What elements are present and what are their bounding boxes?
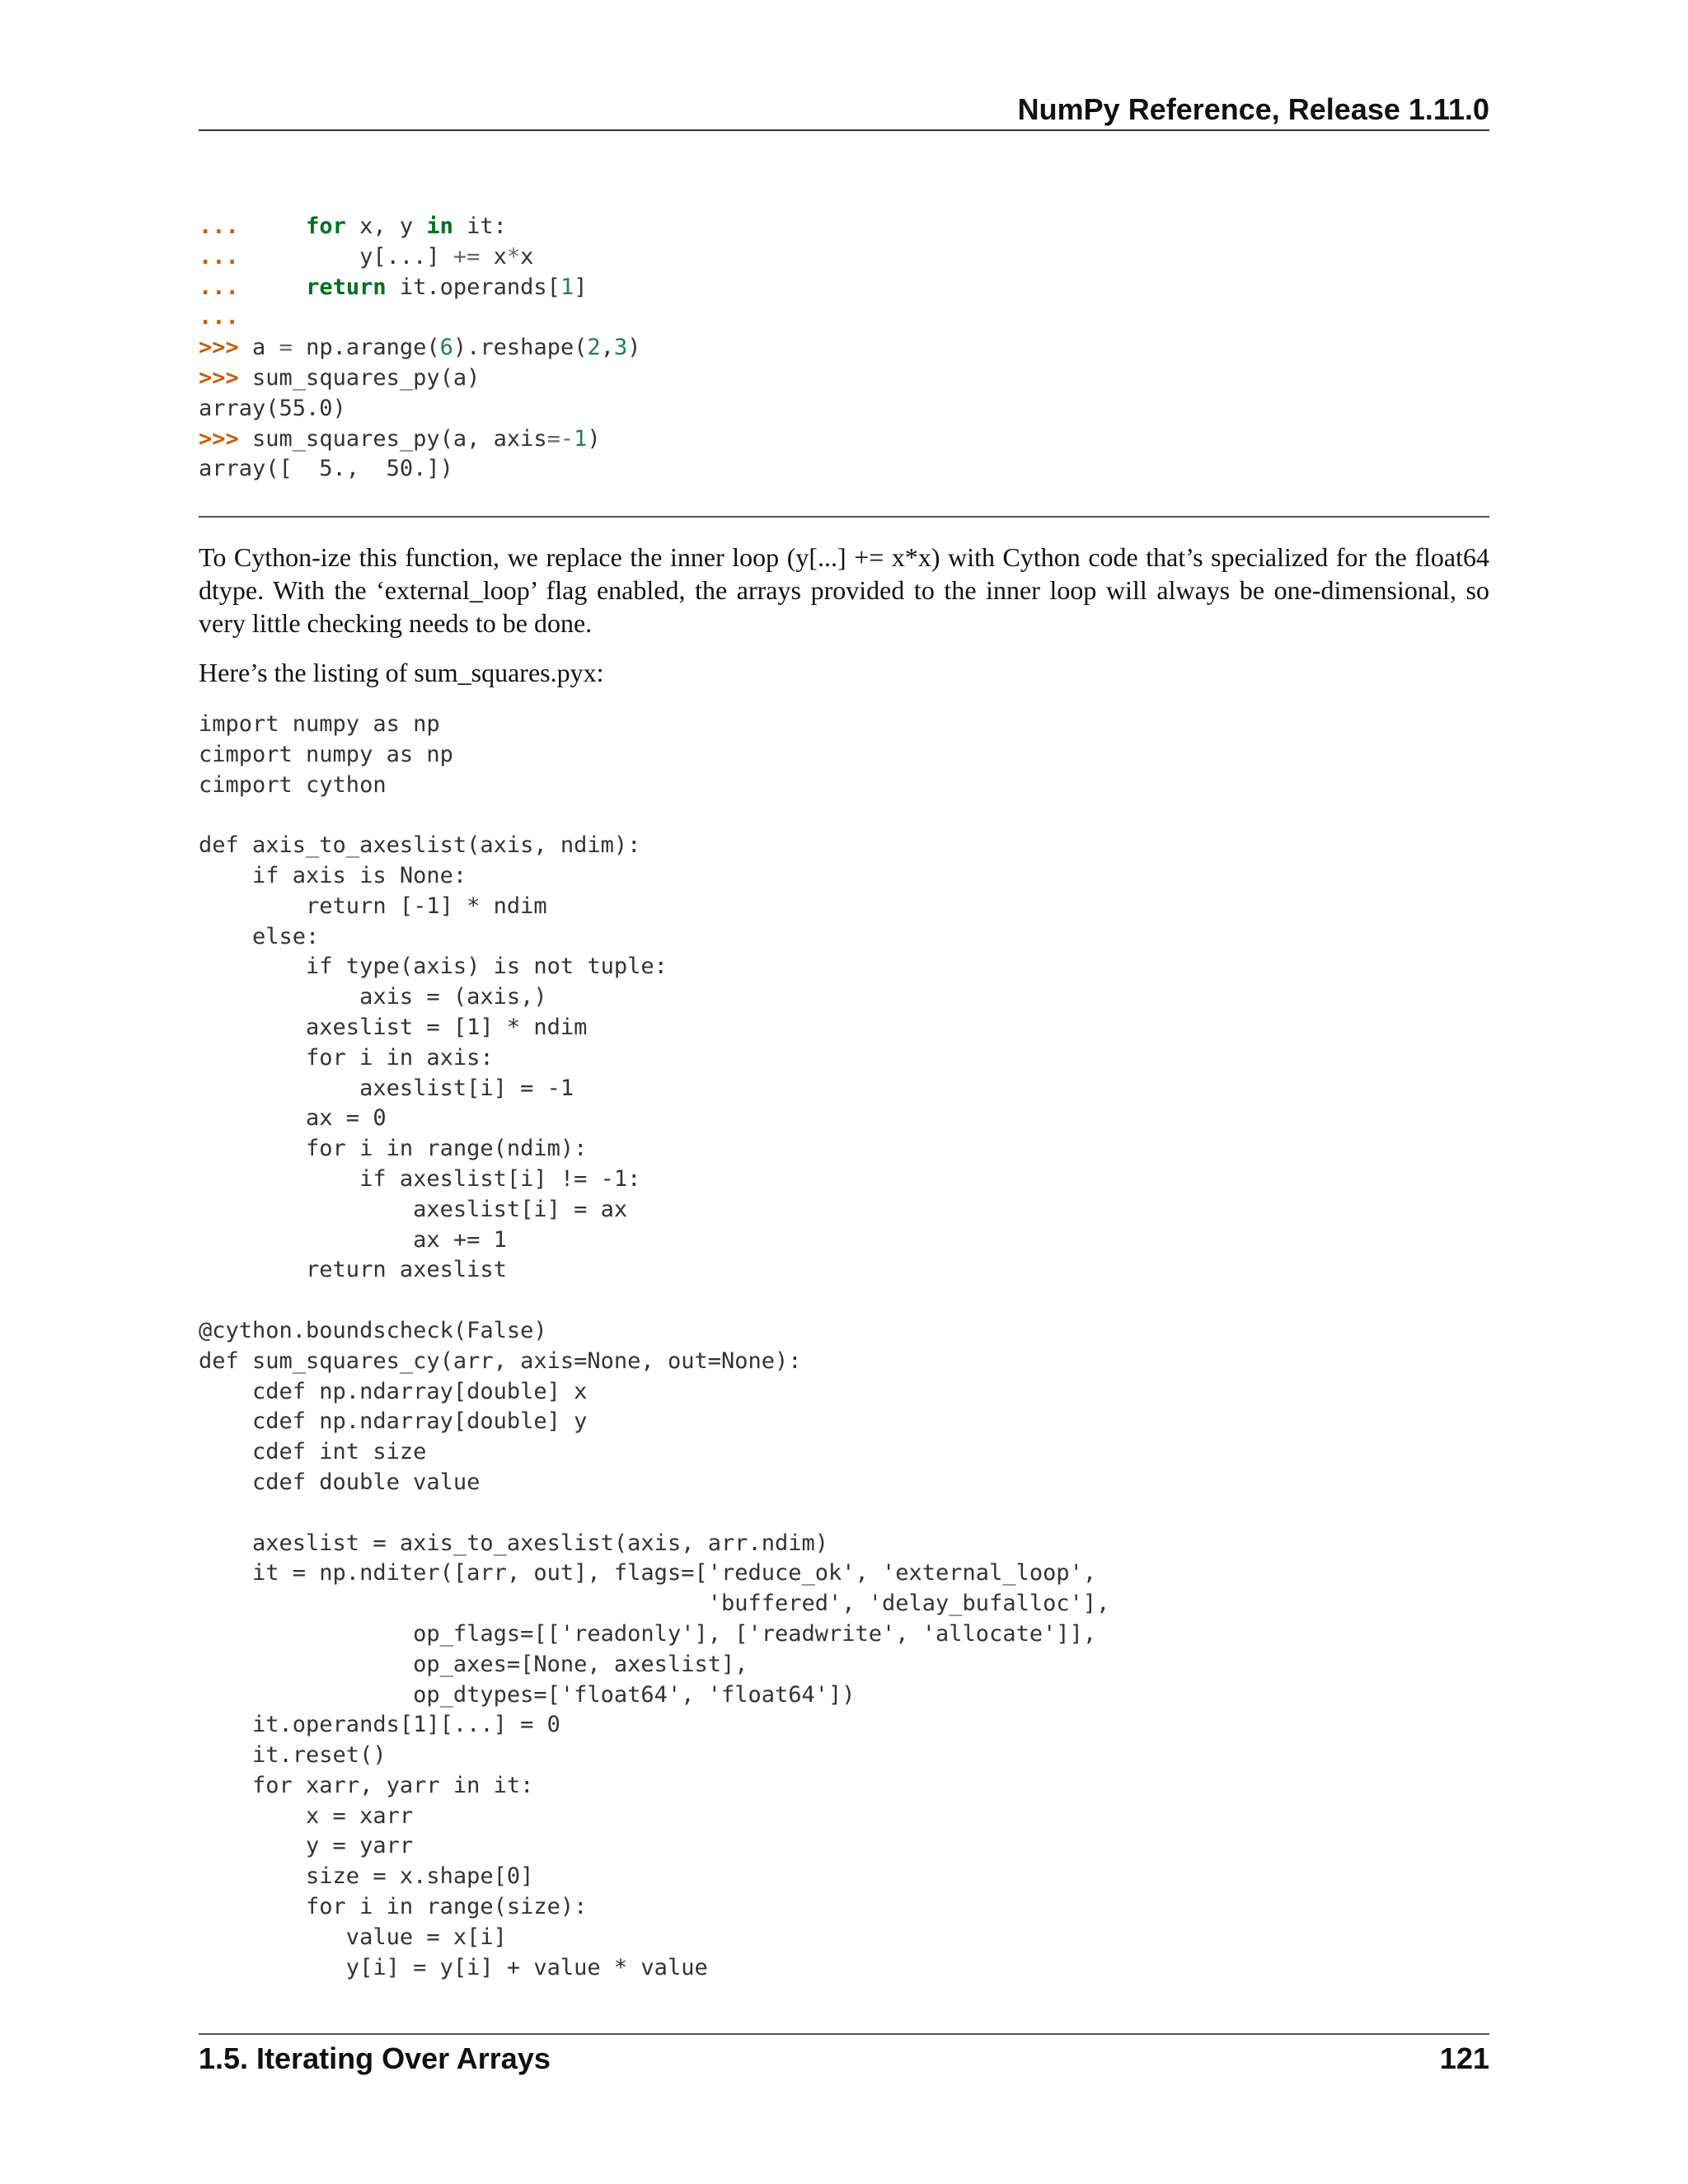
code-line xyxy=(199,800,1109,831)
header-rule xyxy=(199,129,1489,131)
code-line: >>> a = np.arange(6).reshape(2,3) xyxy=(199,335,641,361)
code-line: for i in range(ndim): xyxy=(199,1136,588,1162)
code-line: axeslist[i] = ax xyxy=(199,1196,628,1222)
code-line: for xarr, yarr in it: xyxy=(199,1772,534,1798)
code-line: ... for x, y in it: xyxy=(199,213,507,239)
code-line: axeslist = [1] * ndim xyxy=(199,1014,588,1040)
code-line: ... xyxy=(199,304,239,330)
section-divider xyxy=(199,516,1489,518)
code-line: if type(axis) is not tuple: xyxy=(199,954,668,980)
code-output-line: array(55.0) xyxy=(199,395,346,421)
code-line: else: xyxy=(199,923,320,949)
code-line: for i in axis: xyxy=(199,1044,494,1071)
code-line: op_dtypes=['float64', 'float64']) xyxy=(199,1681,856,1708)
code-line: value = x[i] xyxy=(199,1924,507,1950)
code-line: if axeslist[i] != -1: xyxy=(199,1165,641,1192)
footer-page-number: 121 xyxy=(1439,2041,1489,2075)
code-line: @cython.boundscheck(False) xyxy=(199,1317,547,1343)
code-line: cimport cython xyxy=(199,771,387,798)
code-line: op_flags=[['readonly'], ['readwrite', 'allocate']], xyxy=(199,1620,1097,1647)
code-line: ax = 0 xyxy=(199,1105,387,1132)
code-line: it.operands[1][...] = 0 xyxy=(199,1712,560,1738)
intro-paragraph: To Cython-ize this function, we replace the inner loop (y[...] += x*x) with Cython code that’s specialized for the float64 dtype. With the ‘external_loop’ flag enabled, the arrays provided to the inner loop will always be one-dimensional, so very little checking needs to be done. xyxy=(199,542,1489,638)
code-line: cimport numpy as np xyxy=(199,741,453,767)
code-line: return axeslist xyxy=(199,1257,507,1283)
code-line: axis = (axis,) xyxy=(199,984,547,1010)
code-line: x = xarr xyxy=(199,1802,414,1829)
document-page xyxy=(199,0,1489,2184)
running-header-title: NumPy Reference, Release 1.11.0 xyxy=(1017,92,1489,126)
code-line: if axis is None: xyxy=(199,862,467,888)
code-line: def sum_squares_cy(arr, axis=None, out=None): xyxy=(199,1347,802,1374)
code-line: axeslist = axis_to_axeslist(axis, arr.ndim) xyxy=(199,1530,829,1556)
code-line: import numpy as np xyxy=(199,711,440,737)
code-line: return [-1] * ndim xyxy=(199,893,547,919)
code-line xyxy=(199,1286,1109,1316)
code-line: ... y[...] += x*x xyxy=(199,243,534,269)
code-output-line: array([ 5., 50.]) xyxy=(199,456,453,482)
code-line: ... return it.operands[1] xyxy=(199,274,588,300)
code-line: 'buffered', 'delay_bufalloc'], xyxy=(199,1591,1110,1617)
code-line: cdef int size xyxy=(199,1439,427,1465)
code-line: cdef np.ndarray[double] x xyxy=(199,1378,588,1404)
example-code-block xyxy=(199,212,641,485)
code-line: cdef double value xyxy=(199,1469,481,1495)
footer-rule xyxy=(199,2033,1489,2035)
code-line: op_axes=[None, axeslist], xyxy=(199,1651,748,1677)
code-line: it = np.nditer([arr, out], flags=['reduce_ok', 'external_loop', xyxy=(199,1560,1097,1586)
code-line: def axis_to_axeslist(axis, ndim): xyxy=(199,832,641,859)
code-line xyxy=(199,1498,1109,1529)
code-line: >>> sum_squares_py(a, axis=-1) xyxy=(199,425,601,452)
footer-section-title: 1.5. Iterating Over Arrays xyxy=(199,2041,551,2075)
code-line: y[i] = y[i] + value * value xyxy=(199,1954,708,1980)
code-line: for i in range(size): xyxy=(199,1894,588,1920)
code-line: y = yarr xyxy=(199,1833,414,1859)
code-line: ax += 1 xyxy=(199,1226,507,1253)
listing-intro-paragraph: Here’s the listing of sum_squares.pyx: xyxy=(199,658,604,687)
code-line: axeslist[i] = -1 xyxy=(199,1075,574,1101)
code-line: >>> sum_squares_py(a) xyxy=(199,364,481,391)
code-line: cdef np.ndarray[double] y xyxy=(199,1408,588,1435)
listing-code-block xyxy=(199,710,1109,1983)
code-line: size = x.shape[0] xyxy=(199,1863,534,1890)
code-line: it.reset() xyxy=(199,1742,387,1769)
